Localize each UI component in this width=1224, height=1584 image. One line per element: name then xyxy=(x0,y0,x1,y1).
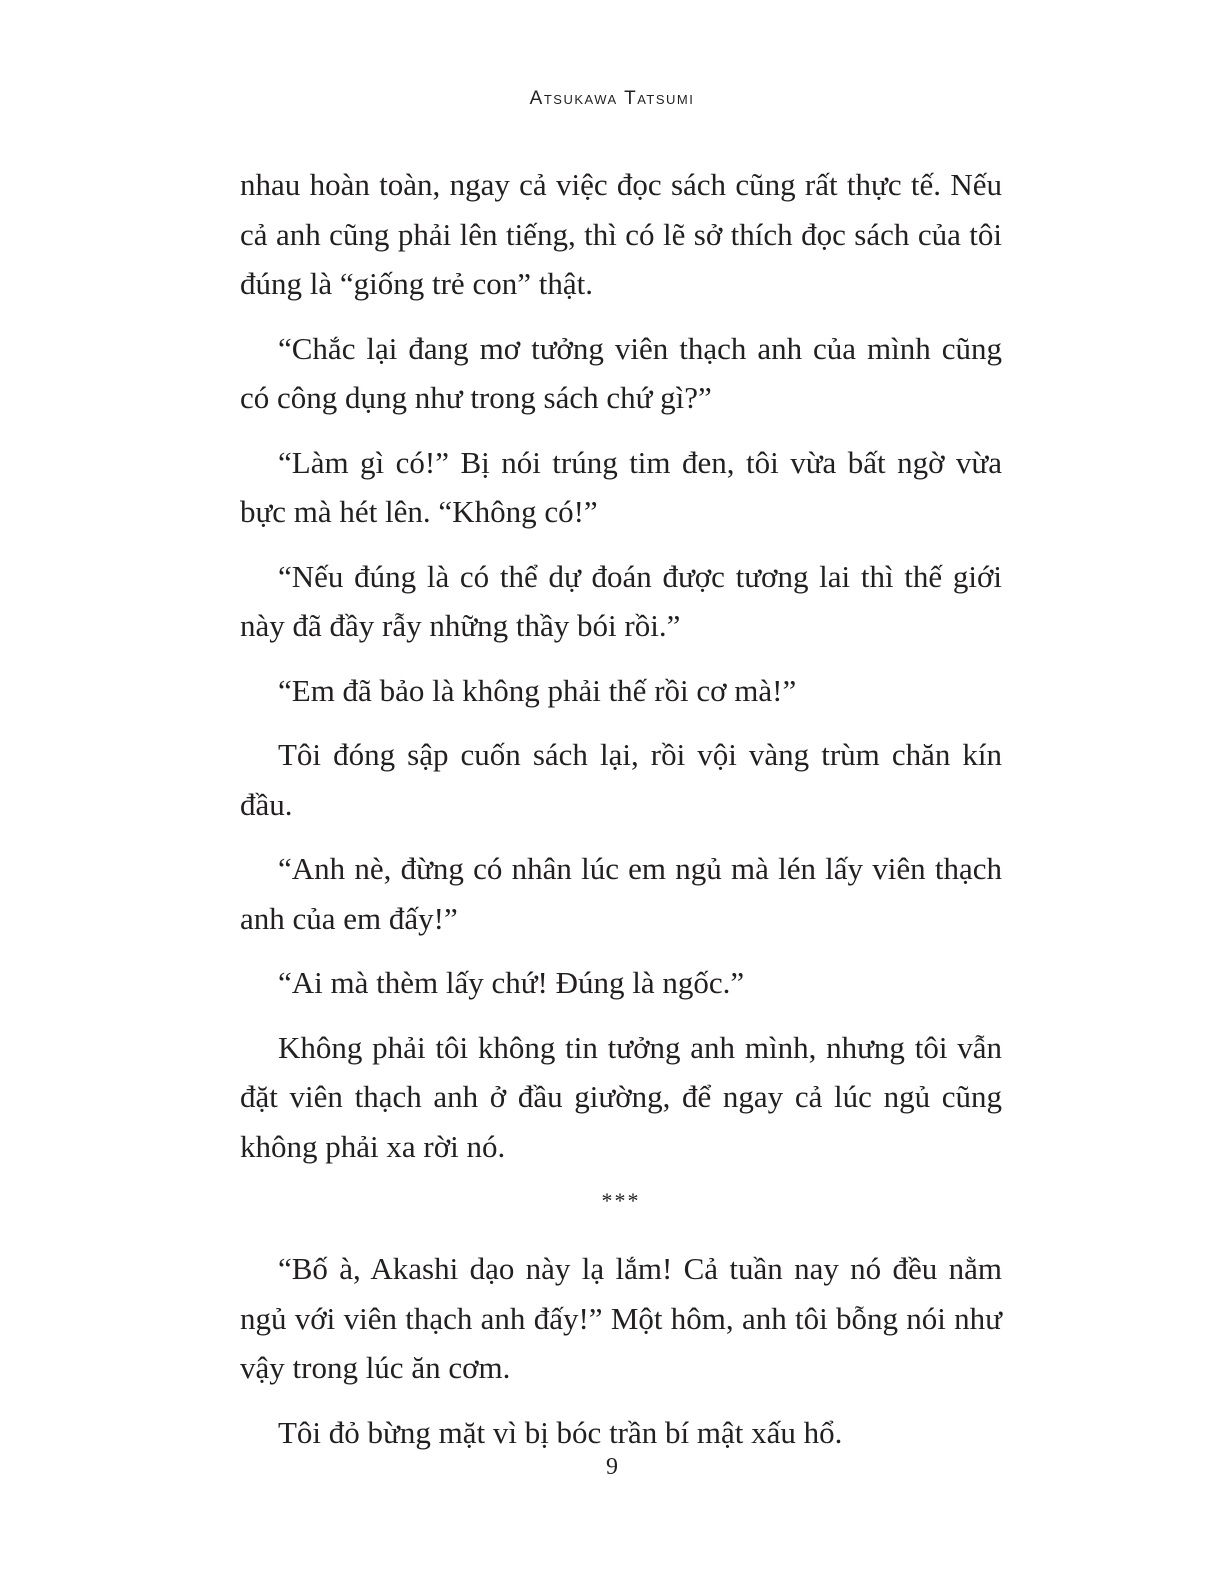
paragraph: “Ai mà thèm lấy chứ! Đúng là ngốc.” xyxy=(278,965,745,1000)
paragraph: “Chắc lại đang mơ tưởng viên thạch anh của mình cũng có công dụng như trong sách chứ gì?” xyxy=(240,330,1002,415)
paragraph: Không phải tôi không tin tưởng anh mình, nhưng tôi vẫn đặt viên thạch anh ở đầu giường, để ngay cả lúc ngủ cũng không phải xa rời nó. xyxy=(240,1029,1002,1164)
paragraph: nhau hoàn toàn, ngay cả việc đọc sách cũng rất thực tế. Nếu cả anh cũng phải lên tiếng, thì có lẽ sở thích đọc sách của tôi đúng là “giống trẻ con” thật. xyxy=(240,167,1002,301)
paragraph: Tôi đỏ bừng mặt vì bị bóc trần bí mật xấu hổ. xyxy=(278,1414,843,1450)
body-text xyxy=(240,160,1002,1472)
paragraph: “Làm gì có!” Bị nói trúng tim đen, tôi vừa bất ngờ vừa bực mà hét lên. “Không có!” xyxy=(240,444,1002,529)
page-number: 9 xyxy=(606,1454,618,1480)
paragraph: “Nếu đúng là có thể dự đoán được tương lai thì thế giới này đã đầy rẫy những thầy bói rồi.” xyxy=(240,558,1002,643)
paragraph: “Bố à, Akashi dạo này lạ lắm! Cả tuần nay nó đều nằm ngủ với viên thạch anh đấy!” Một hôm, anh tôi bỗng nói như vậy trong lúc ăn cơm. xyxy=(240,1251,1002,1385)
paragraph: Tôi đóng sập cuốn sách lại, rồi vội vàng trùm chăn kín đầu. xyxy=(240,737,1002,822)
paragraph: “Em đã bảo là không phải thế rồi cơ mà!” xyxy=(278,672,797,708)
running-head: Atsukawa Tatsumi xyxy=(529,88,695,109)
scene-break: *** xyxy=(601,1188,641,1213)
paragraph: “Anh nè, đừng có nhân lúc em ngủ mà lén lấy viên thạch anh của em đấy!” xyxy=(240,851,1002,936)
